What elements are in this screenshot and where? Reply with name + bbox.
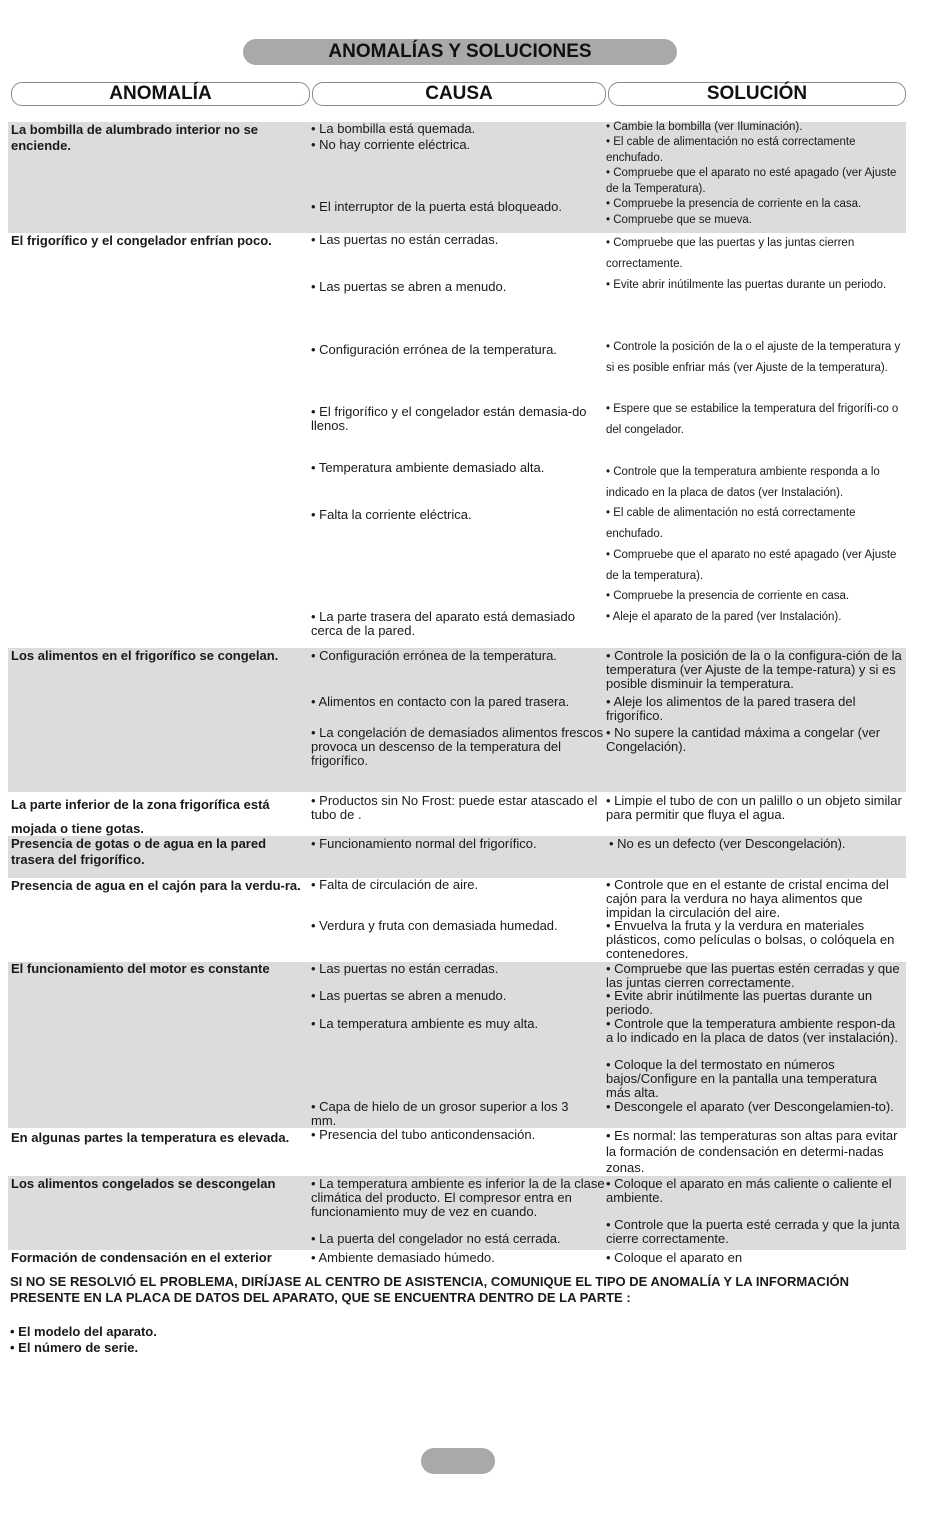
solution-item: • Coloque el aparato en más caliente o caliente el ambiente. xyxy=(606,1176,892,1205)
solution-item: • Es normal: las temperaturas son altas para evitar la formación de condensación en determi-nadas zonas. xyxy=(606,1128,898,1175)
table-row xyxy=(8,1176,906,1250)
solution-item: • Descongele el aparato (ver Descongelamien-to). xyxy=(606,1099,894,1114)
solution-item: • Coloque la del termostato en números bajos/Configure en la pantalla una temperatura más alta. xyxy=(606,1057,878,1100)
solution-item: • Compruebe que se mueva. xyxy=(606,214,752,226)
table-row xyxy=(8,233,906,648)
cause-item: • Presencia del tubo anticondensación. xyxy=(311,1127,536,1142)
solution-item: • Controle la posición de la o la configura-ción de la temperatura (ver Ajuste de la tempe-ratura) y si es posible disminuir la temperatura. xyxy=(606,648,902,691)
cause-item: • Configuración errónea de la temperatura. xyxy=(311,648,557,663)
solution-item: • Envuelva la fruta y la verdura en materiales plásticos, como películas o bolsas, o colóquela en contenedores. xyxy=(606,918,895,961)
assistance-note: SI NO SE RESOLVIÓ EL PROBLEMA, DIRÍJASE AL CENTRO DE ASISTENCIA, COMUNIQUE EL TIPO DE ANOMALÍA Y LA INFORMACIÓN PRESENTE EN LA PLACA DE DATOS DEL APARATO, QUE SE ENCUENTRA DENTRO DE LA PARTE : xyxy=(10,1274,850,1305)
cause-item: • Las puertas se abren a menudo. xyxy=(311,988,507,1003)
solution-item: • Compruebe que las puertas y las juntas cierren correctamente. xyxy=(606,237,855,270)
solution-item: • No es un defecto (ver Descongelación). xyxy=(609,836,846,851)
anomaly-cell: El funcionamiento del motor es constante xyxy=(11,961,270,976)
solution-item: • El cable de alimentación no está correctamente enchufado. xyxy=(606,507,856,540)
solution-item: • Controle que la temperatura ambiente responda a lo indicado en la placa de datos (ver Instalación). xyxy=(606,466,880,499)
anomaly-cell: Formación de condensación en el exterior xyxy=(11,1250,272,1265)
cause-item: • Verdura y fruta con demasiada humedad. xyxy=(311,918,558,933)
table-row xyxy=(8,1128,906,1176)
anomaly-cell: La parte inferior de la zona frigorífica está mojada o tiene gotas. xyxy=(11,797,270,836)
header-causa: CAUSA xyxy=(312,82,606,106)
cause-item: • La bombilla está quemada. xyxy=(311,121,476,136)
table-row xyxy=(8,962,906,1128)
solution-item: • Controle que la temperatura ambiente respon-da a lo indicado en la placa de datos (ver instalación). xyxy=(606,1016,898,1045)
required-info-list xyxy=(10,1324,410,1356)
cause-item: • Capa de hielo de un grosor superior a los 3 mm. xyxy=(311,1099,569,1128)
solution-item: • Compruebe la presencia de corriente en la casa. xyxy=(606,198,862,210)
solution-item: • Evite abrir inútilmente las puertas durante un periodo. xyxy=(606,988,873,1017)
list-item: • El modelo del aparato. xyxy=(10,1324,157,1339)
anomaly-cell: Presencia de agua en el cajón para la verdu-ra. xyxy=(11,878,301,893)
cause-item: • Las puertas se abren a menudo. xyxy=(311,279,507,294)
table-header xyxy=(11,82,906,106)
cause-item: • Funcionamiento normal del frigorífico. xyxy=(311,836,537,851)
cause-item: • Falta de circulación de aire. xyxy=(311,877,479,892)
cause-item: • La parte trasera del aparato está demasiado cerca de la pared. xyxy=(311,609,575,638)
table-row xyxy=(8,878,906,962)
solution-item: • Coloque el aparato en xyxy=(606,1250,743,1265)
table-row xyxy=(8,1250,906,1268)
solution-item: • El cable de alimentación no está correctamente enchufado. xyxy=(606,136,856,164)
solution-item: • Limpie el tubo de con un palillo o un objeto similar para permitir que fluya el agua. xyxy=(606,793,902,822)
header-solucion: SOLUCIÓN xyxy=(608,82,906,106)
cause-item: • La temperatura ambiente es inferior la de la clase climática del producto. El compresor entra en funcionamiento muy de vez en cuando. xyxy=(311,1176,605,1219)
anomaly-cell: La bombilla de alumbrado interior no se enciende. xyxy=(11,122,259,153)
solution-item: • Compruebe que el aparato no esté apagado (ver Ajuste de la temperatura). xyxy=(606,549,897,582)
cause-item: • Productos sin No Frost: puede estar atascado el tubo de . xyxy=(311,793,598,822)
page-title: ANOMALÍAS Y SOLUCIONES xyxy=(243,39,677,65)
cause-item: • Temperatura ambiente demasiado alta. xyxy=(311,460,545,475)
cause-item: • La temperatura ambiente es muy alta. xyxy=(311,1016,539,1031)
solution-item: • Cambie la bombilla (ver Iluminación). xyxy=(606,121,803,133)
table-row xyxy=(8,122,906,233)
cause-item: • Falta la corriente eléctrica. xyxy=(311,507,472,522)
cause-item: • El frigorífico y el congelador están demasia-do llenos. xyxy=(311,404,587,433)
anomaly-cell: En algunas partes la temperatura es elevada. xyxy=(11,1130,290,1145)
page-number-badge xyxy=(421,1448,495,1474)
cause-item: • Configuración errónea de la temperatura. xyxy=(311,342,557,357)
cause-item: • Ambiente demasiado húmedo. xyxy=(311,1250,495,1265)
solution-item: • Controle que en el estante de cristal encima del cajón para la verdura no haya alimentos que impidan la circulación del aire. xyxy=(606,877,889,920)
anomaly-cell: Los alimentos congelados se descongelan xyxy=(11,1176,276,1191)
anomaly-cell: Presencia de gotas o de agua en la pared trasera del frigorífico. xyxy=(11,836,267,867)
cause-item: • No hay corriente eléctrica. xyxy=(311,137,471,152)
solution-item: • No supere la cantidad máxima a congelar (ver Congelación). xyxy=(606,725,881,754)
anomaly-cell: Los alimentos en el frigorífico se congelan. xyxy=(11,648,279,663)
solution-item: • Aleje el aparato de la pared (ver Instalación). xyxy=(606,611,842,623)
solution-item: • Aleje los alimentos de la pared trasera del frigorífico. xyxy=(606,694,856,723)
table-row xyxy=(8,792,906,836)
cause-item: • La puerta del congelador no está cerrada. xyxy=(311,1231,561,1246)
solution-item: • Evite abrir inútilmente las puertas durante un periodo. xyxy=(606,279,887,291)
solution-item: • Controle que la puerta esté cerrada y que la junta cierre correctamente. xyxy=(606,1217,900,1246)
solution-item: • Compruebe la presencia de corriente en casa. xyxy=(606,590,850,602)
table-row xyxy=(8,648,906,792)
anomaly-cell: El frigorífico y el congelador enfrían poco. xyxy=(11,233,272,248)
solution-item: • Compruebe que las puertas estén cerradas y que las juntas cierren correctamente. xyxy=(606,961,900,990)
cause-item: • El interruptor de la puerta está bloqueado. xyxy=(311,199,562,214)
table-row xyxy=(8,836,906,878)
list-item: • El número de serie. xyxy=(10,1340,139,1355)
cause-item: • Las puertas no están cerradas. xyxy=(311,232,499,247)
solution-item: • Controle la posición de la o el ajuste de la temperatura y si es posible enfriar más (ver Ajuste de la temperatura). xyxy=(606,341,901,374)
cause-item: • La congelación de demasiados alimentos frescos provoca un descenso de la temperatura del frigorífico. xyxy=(311,725,604,768)
solution-item: • Compruebe que el aparato no esté apagado (ver Ajuste de la Temperatura). xyxy=(606,167,897,195)
cause-item: • Alimentos en contacto con la pared trasera. xyxy=(311,694,570,709)
solution-item: • Espere que se estabilice la temperatura del frigorífi-co o del congelador. xyxy=(606,403,899,436)
cause-item: • Las puertas no están cerradas. xyxy=(311,961,499,976)
header-anomalia: ANOMALÍA xyxy=(11,82,310,106)
